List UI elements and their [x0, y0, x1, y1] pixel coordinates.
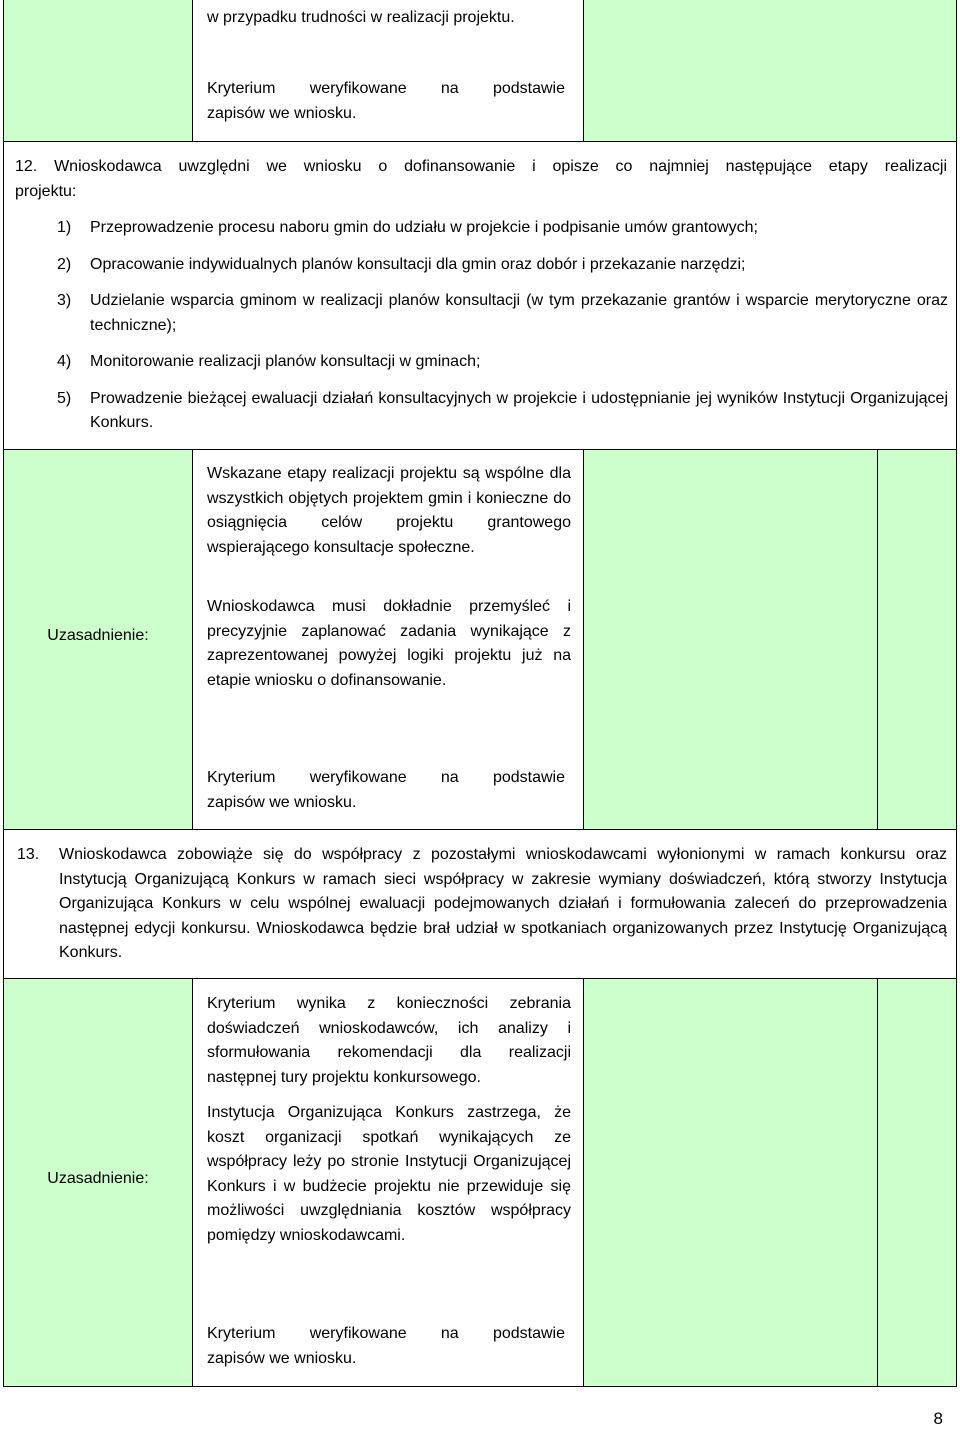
criterion-13-label-cell [3, 979, 193, 1387]
justification-label: Uzasadnienie: [47, 1170, 149, 1187]
criterion-12-right-cell [583, 450, 877, 830]
criterion-12-row [3, 141, 957, 450]
criterion-12-far-right-cell [877, 450, 957, 830]
criterion-13-row [3, 830, 957, 979]
criterion-13-heading: Wnioskodawca zobowiąże się do współpracy z pozostałymi wnioskodawcami wyłonionymi w ramach konkursu oraz Instytucją Organizującą Konkurs w ramach sieci współpracy w zakresie wymiany doświadczeń, którą stworzy Instytucja Organizująca Konkurs w celu wspólnej ewaluacji podejmowanych działań i formułowania zaleceń do przeprowadzenia następnej edycji konkursu. Wnioskodawca będzie brał udział w spotkaniach organizowanych przez Instytucję Organizującą Konkurs. [59, 846, 947, 961]
list-item-number: 3) [57, 292, 72, 309]
verified-line-1: Kryterium weryfikowane na podstawie [207, 769, 565, 786]
list-item-number: 1) [57, 219, 72, 236]
justification-paragraph: Kryterium wynika z konieczności zebrania doświadczeń wnioskodawców, ich analizy i sformułowania rekomendacji dla realizacji następnej tury projektu konkursowego. [207, 995, 571, 1086]
top-middle-cell [193, 0, 583, 142]
list-item-text: Udzielanie wsparcia gminom w realizacji planów konsultacji (w tym przekazanie grantów i wsparcie merytoryczne oraz techniczne); [90, 292, 948, 334]
criterion-12-heading-line2: projektu: [15, 182, 77, 200]
top-right-cell [583, 0, 957, 142]
criterion-12-heading-line1: Wnioskodawca uwzględni we wniosku o dofinansowanie i opisze co najmniej następujące etapy realizacji [54, 158, 947, 175]
criterion-13-right-cell [583, 979, 877, 1387]
verified-line-2: zapisów we wniosku. [207, 793, 357, 811]
list-item-text: Monitorowanie realizacji planów konsultacji w gminach; [90, 353, 481, 370]
list-item-text: Prowadzenie bieżącej ewaluacji działań konsultacyjnych w projekcie i udostępnianie jej wyników Instytucji Organizującej Konkurs. [90, 389, 948, 431]
list-item-number: 2) [57, 255, 72, 273]
verified-line-1: Kryterium weryfikowane na podstawie [207, 80, 565, 97]
justification-paragraph: Wnioskodawca musi dokładnie przemyśleć i precyzyjnie zaplanować zadania wynikające z zaprezentowanej powyżej logiki projektu już na etapie wniosku o dofinansowanie. [207, 598, 571, 689]
list-item [57, 216, 948, 241]
justification-paragraph: Wskazane etapy realizacji projektu są wspólne dla wszystkich objętych projektem gmin i konieczne do osiągnięcia celów projektu grantowego wspierającego konsultacje społeczne. [207, 465, 571, 556]
criterion-13-number: 13. [17, 846, 40, 863]
criterion-13-far-right-cell [877, 979, 957, 1387]
top-left-cell [3, 0, 193, 142]
criterion-12-label-cell [3, 450, 193, 830]
top-row-text: w przypadku trudności w realizacji projektu. [207, 9, 515, 26]
list-item-text: Przeprowadzenie procesu naboru gmin do udziału w projekcie i podpisanie umów grantowych; [90, 219, 758, 236]
list-item [57, 253, 948, 278]
criterion-12-heading [15, 155, 947, 204]
verified-note [207, 77, 565, 126]
justification-label: Uzasadnienie: [47, 627, 149, 644]
criterion-12-justification-cell [193, 450, 583, 830]
list-item-text: Opracowanie indywidualnych planów konsultacji dla gmin oraz dobór i przekazanie narzędzi; [90, 255, 746, 273]
verified-line-2: zapisów we wniosku. [207, 104, 357, 122]
criterion-12-list [57, 216, 948, 436]
criterion-12-number: 12. [15, 158, 38, 175]
page-number: 8 [933, 1409, 943, 1428]
justification-paragraph: Instytucja Organizująca Konkurs zastrzega, że koszt organizacji spotkań wynikających ze współpracy leży po stronie Instytucji Organizującej Konkurs i w budżecie projektu nie przewiduje się możliwości uwzględniania kosztów współpracy pomiędzy wnioskodawcami. [207, 1104, 571, 1244]
list-item-number: 5) [57, 389, 72, 407]
verified-line-1: Kryterium weryfikowane na podstawie [207, 1325, 565, 1342]
verified-note [207, 1322, 565, 1371]
verified-note [207, 766, 565, 815]
list-item [57, 350, 948, 375]
criterion-13-justification-cell [193, 979, 583, 1387]
list-item-number: 4) [57, 353, 72, 370]
list-item [57, 289, 948, 338]
verified-line-2: zapisów we wniosku. [207, 1349, 357, 1367]
list-item [57, 387, 948, 436]
